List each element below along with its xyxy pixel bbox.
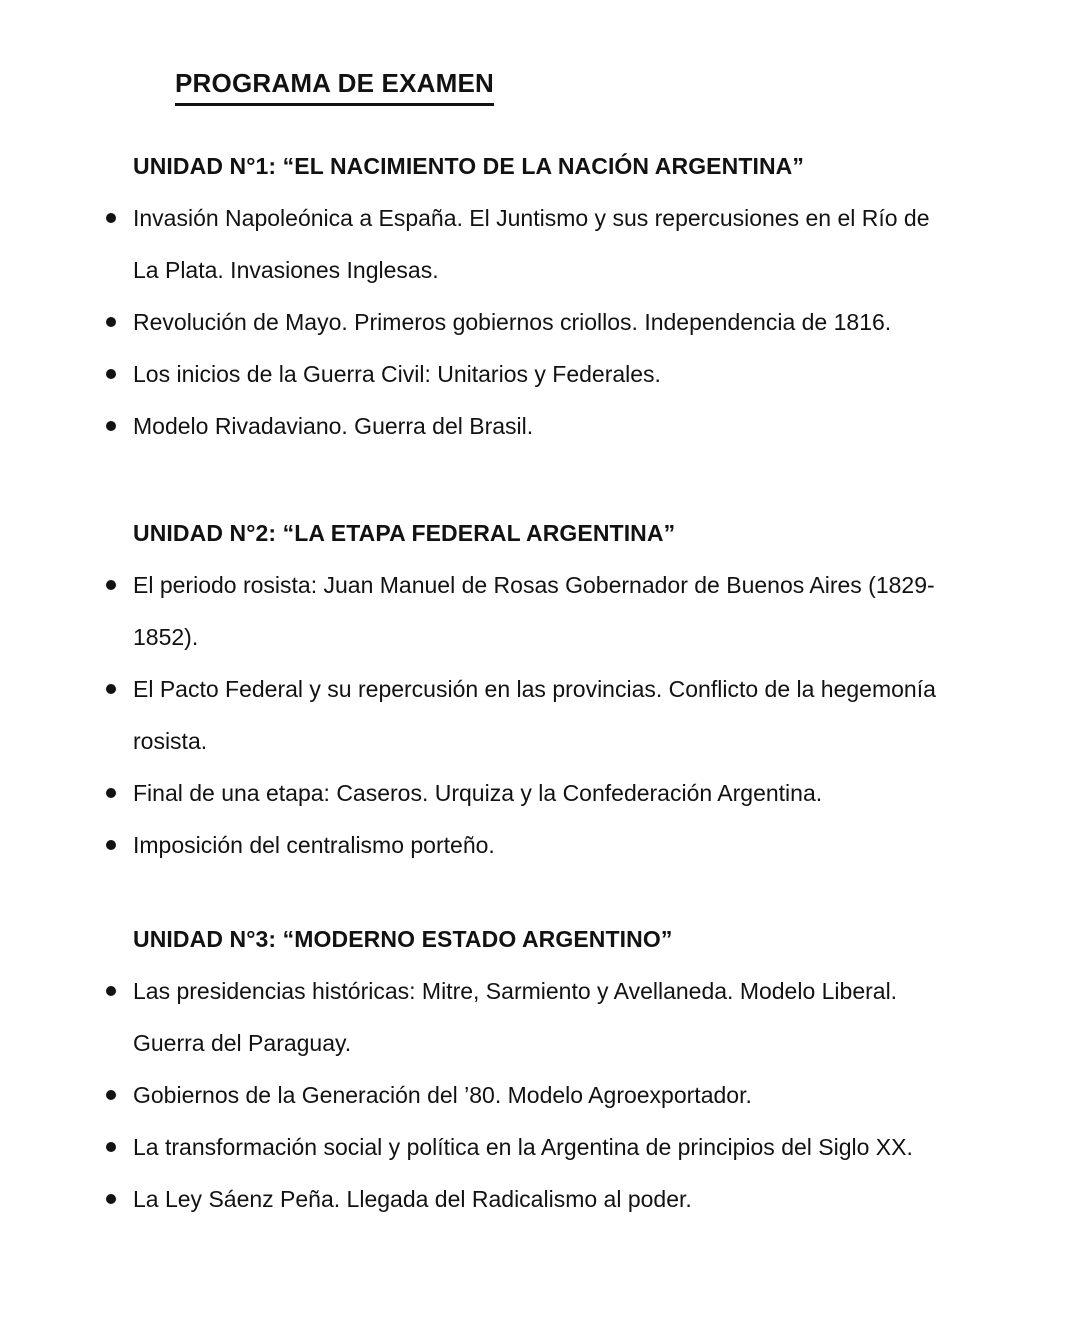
- bullet-icon: [106, 684, 116, 694]
- bullet-icon: [106, 1194, 116, 1204]
- list-item: [133, 819, 990, 871]
- list-item: [133, 348, 990, 400]
- section-heading: UNIDAD N°2: “LA ETAPA FEDERAL ARGENTINA”: [133, 520, 676, 546]
- list-item: [133, 965, 990, 1069]
- bullet-icon: [106, 1142, 116, 1152]
- list-item-text: Final de una etapa: Caseros. Urquiza y la Confederación Argentina.: [133, 780, 823, 806]
- bullet-icon: [106, 840, 116, 850]
- list-item: [133, 400, 990, 452]
- list-item-text: La transformación social y política en la Argentina de principios del Siglo XX.: [133, 1134, 913, 1160]
- section-unidad-2: [133, 507, 990, 871]
- list-item-text: Modelo Rivadaviano. Guerra del Brasil.: [133, 413, 534, 439]
- list-item-text: Revolución de Mayo. Primeros gobiernos criollos. Independencia de 1816.: [133, 309, 892, 335]
- list-item-text: Imposición del centralismo porteño.: [133, 832, 495, 858]
- document-title: [175, 66, 990, 106]
- topic-list: [133, 559, 990, 871]
- topic-list: [133, 192, 990, 452]
- list-item-text: El periodo rosista: Juan Manuel de Rosas Gobernador de Buenos Aires (1829-1852).: [133, 572, 935, 650]
- list-item: [133, 296, 990, 348]
- list-item: [133, 192, 990, 296]
- bullet-icon: [106, 580, 116, 590]
- bullet-icon: [106, 213, 116, 223]
- section-unidad-1: [133, 140, 990, 452]
- topic-list: [133, 965, 990, 1225]
- list-item-text: Invasión Napoleónica a España. El Juntismo y sus repercusiones en el Río de La Plata. Invasiones Inglesas.: [133, 205, 930, 283]
- list-item: [133, 1173, 990, 1225]
- bullet-icon: [106, 788, 116, 798]
- document-title-text: PROGRAMA DE EXAMEN: [175, 66, 494, 106]
- bullet-icon: [106, 421, 116, 431]
- section-unidad-3: [133, 913, 990, 1225]
- section-heading: UNIDAD N°1: “EL NACIMIENTO DE LA NACIÓN ARGENTINA”: [133, 153, 804, 179]
- bullet-icon: [106, 317, 116, 327]
- section-heading: UNIDAD N°3: “MODERNO ESTADO ARGENTINO”: [133, 926, 673, 952]
- list-item: [133, 663, 990, 767]
- list-item-text: Los inicios de la Guerra Civil: Unitarios y Federales.: [133, 361, 661, 387]
- bullet-icon: [106, 986, 116, 996]
- list-item-text: Gobiernos de la Generación del ’80. Modelo Agroexportador.: [133, 1082, 752, 1108]
- list-item: [133, 767, 990, 819]
- bullet-icon: [106, 1090, 116, 1100]
- list-item-text: La Ley Sáenz Peña. Llegada del Radicalismo al poder.: [133, 1186, 692, 1212]
- bullet-icon: [106, 369, 116, 379]
- list-item-text: Las presidencias históricas: Mitre, Sarmiento y Avellaneda. Modelo Liberal. Guerra del Paraguay.: [133, 978, 898, 1056]
- list-item: [133, 1121, 990, 1173]
- list-item: [133, 559, 990, 663]
- list-item: [133, 1069, 990, 1121]
- list-item-text: El Pacto Federal y su repercusión en las provincias. Conflicto de la hegemonía rosista.: [133, 676, 936, 754]
